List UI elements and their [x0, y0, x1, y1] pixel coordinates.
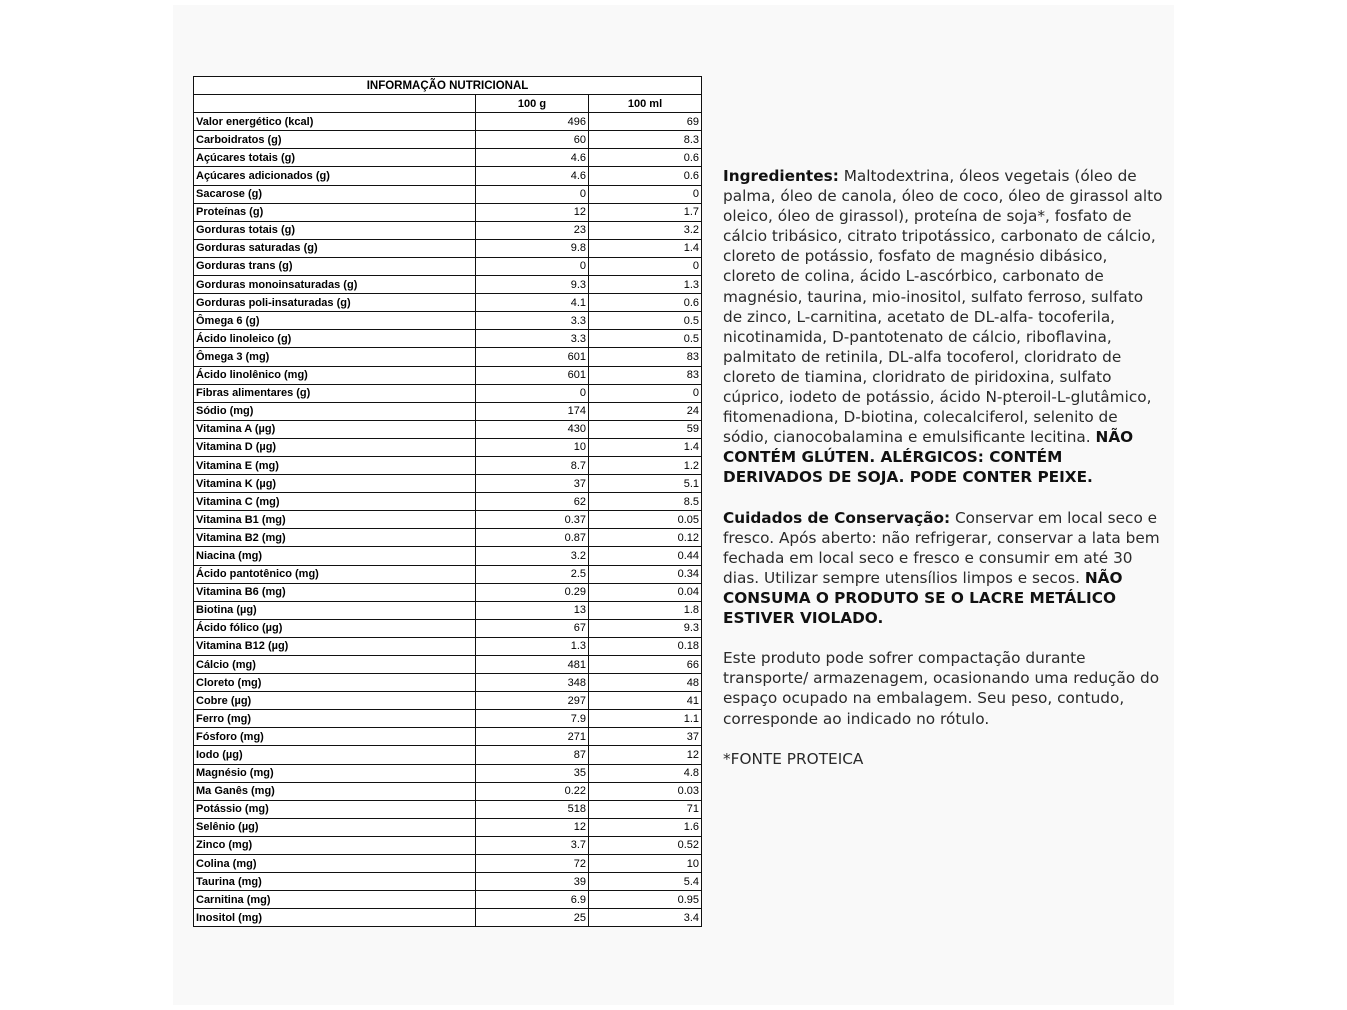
value-100ml: 0.03 — [589, 782, 702, 800]
value-100g: 0.87 — [476, 529, 589, 547]
nutrient-name: Ferro (mg) — [194, 710, 476, 728]
value-100g: 35 — [476, 764, 589, 782]
nutrient-name: Vitamina B2 (mg) — [194, 529, 476, 547]
nutrient-name: Açúcares adicionados (g) — [194, 167, 476, 185]
value-100g: 348 — [476, 674, 589, 692]
value-100ml: 0.6 — [589, 294, 702, 312]
value-100g: 9.8 — [476, 239, 589, 257]
value-100g: 37 — [476, 475, 589, 493]
value-100g: 0 — [476, 185, 589, 203]
value-100ml: 8.5 — [589, 493, 702, 511]
table-row — [194, 402, 702, 420]
value-100ml: 0 — [589, 257, 702, 275]
value-100ml: 0.5 — [589, 330, 702, 348]
nutrient-name: Vitamina B6 (mg) — [194, 583, 476, 601]
value-100g: 25 — [476, 909, 589, 927]
table-row — [194, 529, 702, 547]
nutrient-name: Proteínas (g) — [194, 203, 476, 221]
nutrient-name: Biotina (µg) — [194, 601, 476, 619]
table-row — [194, 583, 702, 601]
nutrient-name: Ácido pantotênico (mg) — [194, 565, 476, 583]
value-100g: 12 — [476, 818, 589, 836]
footnote: *FONTE PROTEICA — [723, 749, 864, 768]
table-row — [194, 276, 702, 294]
value-100ml: 48 — [589, 674, 702, 692]
value-100g: 72 — [476, 855, 589, 873]
nutrition-table — [193, 76, 702, 927]
nutrient-name: Valor energético (kcal) — [194, 113, 476, 131]
table-row — [194, 185, 702, 203]
nutrient-name: Carboidratos (g) — [194, 131, 476, 149]
nutrient-name: Ácido linolênico (mg) — [194, 366, 476, 384]
table-row — [194, 764, 702, 782]
nutrient-name: Vitamina K (µg) — [194, 475, 476, 493]
value-100ml: 8.3 — [589, 131, 702, 149]
table-row — [194, 167, 702, 185]
nutrient-name: Vitamina D (µg) — [194, 438, 476, 456]
table-row — [194, 294, 702, 312]
value-100ml: 1.2 — [589, 456, 702, 474]
value-100g: 0 — [476, 257, 589, 275]
value-100ml: 1.4 — [589, 239, 702, 257]
header-blank-cell — [194, 95, 476, 113]
value-100ml: 3.4 — [589, 909, 702, 927]
value-100ml: 0.52 — [589, 836, 702, 854]
value-100ml: 0.95 — [589, 891, 702, 909]
value-100g: 3.3 — [476, 330, 589, 348]
table-row — [194, 674, 702, 692]
value-100ml: 0.34 — [589, 565, 702, 583]
table-row — [194, 818, 702, 836]
nutrient-name: Cloreto (mg) — [194, 674, 476, 692]
value-100g: 39 — [476, 873, 589, 891]
value-100ml: 24 — [589, 402, 702, 420]
table-row — [194, 257, 702, 275]
table-row — [194, 330, 702, 348]
value-100g: 496 — [476, 113, 589, 131]
nutrient-name: Gorduras totais (g) — [194, 221, 476, 239]
table-row — [194, 800, 702, 818]
ingredients-paragraph — [723, 166, 1163, 488]
value-100g: 2.5 — [476, 565, 589, 583]
value-100ml: 3.2 — [589, 221, 702, 239]
value-100g: 601 — [476, 348, 589, 366]
nutrient-name: Iodo (µg) — [194, 746, 476, 764]
value-100g: 271 — [476, 728, 589, 746]
table-row — [194, 656, 702, 674]
table-row — [194, 619, 702, 637]
value-100ml: 0.04 — [589, 583, 702, 601]
header-100ml: 100 ml — [589, 95, 702, 113]
nutrient-name: Colina (mg) — [194, 855, 476, 873]
product-info-text — [723, 166, 1163, 789]
nutrient-name: Vitamina A (µg) — [194, 420, 476, 438]
nutrient-name: Ácido linoleico (g) — [194, 330, 476, 348]
nutrient-name: Sódio (mg) — [194, 402, 476, 420]
table-row — [194, 547, 702, 565]
table-row — [194, 113, 702, 131]
table-title-row — [194, 77, 702, 95]
allergen-warning: NÃO CONTÉM GLÚTEN. ALÉRGICOS: CONTÉM DERIVADOS DE SOJA. PODE CONTER PEIXE. — [723, 428, 1134, 487]
ingredients-label: Ingredientes: — [723, 167, 839, 185]
table-row — [194, 203, 702, 221]
table-row — [194, 601, 702, 619]
value-100ml: 0.12 — [589, 529, 702, 547]
table-row — [194, 891, 702, 909]
table-row — [194, 420, 702, 438]
nutrient-name: Vitamina B12 (µg) — [194, 637, 476, 655]
nutrient-name: Ácido fólico (µg) — [194, 619, 476, 637]
nutrient-name: Taurina (mg) — [194, 873, 476, 891]
value-100ml: 66 — [589, 656, 702, 674]
value-100ml: 4.8 — [589, 764, 702, 782]
value-100ml: 0.5 — [589, 312, 702, 330]
nutrient-name: Inositol (mg) — [194, 909, 476, 927]
nutrient-name: Cobre (µg) — [194, 692, 476, 710]
nutrient-name: Vitamina C (mg) — [194, 493, 476, 511]
value-100ml: 59 — [589, 420, 702, 438]
nutrient-name: Ômega 6 (g) — [194, 312, 476, 330]
value-100ml: 0.6 — [589, 167, 702, 185]
value-100ml: 1.8 — [589, 601, 702, 619]
value-100ml: 1.7 — [589, 203, 702, 221]
value-100ml: 0.44 — [589, 547, 702, 565]
value-100g: 0.37 — [476, 511, 589, 529]
value-100g: 0.22 — [476, 782, 589, 800]
nutrient-name: Potássio (mg) — [194, 800, 476, 818]
value-100ml: 83 — [589, 366, 702, 384]
table-row — [194, 366, 702, 384]
table-row — [194, 312, 702, 330]
value-100g: 174 — [476, 402, 589, 420]
table-row — [194, 637, 702, 655]
table-body — [194, 113, 702, 927]
nutrient-name: Vitamina B1 (mg) — [194, 511, 476, 529]
nutrient-name: Gorduras monoinsaturadas (g) — [194, 276, 476, 294]
value-100g: 9.3 — [476, 276, 589, 294]
nutrient-name: Gorduras trans (g) — [194, 257, 476, 275]
value-100ml: 83 — [589, 348, 702, 366]
value-100g: 60 — [476, 131, 589, 149]
value-100g: 13 — [476, 601, 589, 619]
nutrient-name: Ômega 3 (mg) — [194, 348, 476, 366]
value-100g: 601 — [476, 366, 589, 384]
table-row — [194, 855, 702, 873]
value-100g: 7.9 — [476, 710, 589, 728]
table-row — [194, 475, 702, 493]
table-row — [194, 782, 702, 800]
nutrient-name: Magnésio (mg) — [194, 764, 476, 782]
table-row — [194, 746, 702, 764]
storage-text: Conservar em local seco e fresco. Após aberto: não refrigerar, conservar a lata bem fechada em local seco e fresco e consumir em até 30 dias. Utilizar sempre utensílios limpos e secos. — [723, 508, 1160, 587]
value-100g: 4.6 — [476, 149, 589, 167]
value-100g: 4.6 — [476, 167, 589, 185]
value-100g: 430 — [476, 420, 589, 438]
value-100ml: 5.4 — [589, 873, 702, 891]
value-100g: 62 — [476, 493, 589, 511]
value-100ml: 71 — [589, 800, 702, 818]
value-100ml: 1.6 — [589, 818, 702, 836]
nutrient-name: Gorduras poli-insaturadas (g) — [194, 294, 476, 312]
nutrient-name: Vitamina E (mg) — [194, 456, 476, 474]
value-100g: 3.2 — [476, 547, 589, 565]
value-100g: 3.3 — [476, 312, 589, 330]
nutrient-name: Fósforo (mg) — [194, 728, 476, 746]
nutrient-name: Cálcio (mg) — [194, 656, 476, 674]
nutrient-name: Ma Ganês (mg) — [194, 782, 476, 800]
table-row — [194, 348, 702, 366]
nutrient-name: Selênio (µg) — [194, 818, 476, 836]
value-100ml: 5.1 — [589, 475, 702, 493]
table-row — [194, 836, 702, 854]
value-100g: 8.7 — [476, 456, 589, 474]
nutrient-name: Sacarose (g) — [194, 185, 476, 203]
value-100ml: 1.3 — [589, 276, 702, 294]
value-100ml: 69 — [589, 113, 702, 131]
table-header-row — [194, 95, 702, 113]
nutrient-name: Zinco (mg) — [194, 836, 476, 854]
table-row — [194, 221, 702, 239]
seal-warning: NÃO CONSUMA O PRODUTO SE O LACRE METÁLICO ESTIVER VIOLADO. — [723, 568, 1123, 628]
value-100g: 0 — [476, 384, 589, 402]
value-100g: 518 — [476, 800, 589, 818]
value-100g: 297 — [476, 692, 589, 710]
table-row — [194, 873, 702, 891]
table-row — [194, 438, 702, 456]
table-row — [194, 493, 702, 511]
value-100ml: 0.05 — [589, 511, 702, 529]
value-100ml: 0.18 — [589, 637, 702, 655]
value-100ml: 1.4 — [589, 438, 702, 456]
value-100g: 67 — [476, 619, 589, 637]
nutrient-name: Açúcares totais (g) — [194, 149, 476, 167]
value-100ml: 12 — [589, 746, 702, 764]
value-100g: 23 — [476, 221, 589, 239]
nutrient-name: Carnitina (mg) — [194, 891, 476, 909]
value-100ml: 9.3 — [589, 619, 702, 637]
value-100ml: 0 — [589, 185, 702, 203]
value-100g: 6.9 — [476, 891, 589, 909]
value-100g: 10 — [476, 438, 589, 456]
table-title: INFORMAÇÃO NUTRICIONAL — [194, 77, 702, 95]
value-100g: 12 — [476, 203, 589, 221]
table-row — [194, 149, 702, 167]
value-100ml: 0 — [589, 384, 702, 402]
table-row — [194, 565, 702, 583]
table-row — [194, 728, 702, 746]
value-100ml: 10 — [589, 855, 702, 873]
storage-label: Cuidados de Conservação: — [723, 508, 951, 527]
value-100g: 0.29 — [476, 583, 589, 601]
table-row — [194, 692, 702, 710]
storage-paragraph — [723, 508, 1163, 629]
table-row — [194, 710, 702, 728]
table-row — [194, 239, 702, 257]
value-100ml: 0.6 — [589, 149, 702, 167]
value-100g: 4.1 — [476, 294, 589, 312]
nutrient-name: Gorduras saturadas (g) — [194, 239, 476, 257]
compaction-note: Este produto pode sofrer compactação durante transporte/ armazenagem, ocasionando uma redução do espaço ocupado na embalagem. Seu peso, contudo, corresponde ao indicado no rótulo. — [723, 649, 1160, 728]
table-row — [194, 456, 702, 474]
table-row — [194, 131, 702, 149]
value-100ml: 41 — [589, 692, 702, 710]
value-100g: 1.3 — [476, 637, 589, 655]
table-row — [194, 909, 702, 927]
nutrient-name: Niacina (mg) — [194, 547, 476, 565]
ingredients-text: Maltodextrina, óleos vegetais (óleo de palma, óleo de canola, óleo de coco, óleo de girassol alto oleico, óleo de girassol), proteína de soja*, fosfato de cálcio tribásico, citrato tripotássico, carbonato de cálcio, cloreto de potássio, fosfato de magnésio dibásico, cloreto de colina, ácido L-ascórbico, carbonato de magnésio, taurina, mio-inositol, sulfato ferroso, sulfato de zinco, L-carnitina, acetato de DL-alfa- tocoferila, nicotinamida, D-pantotenato de cálcio, riboflavina, palmitato de retinila, DL-alfa tocoferol, cloridrato de cloreto de tiamina, cloridrato de piridoxina, sulfato cúprico, iodeto de potássio, ácido N-pteroil-L-glutâmico, fitomenadiona, D-biotina, colecalciferol, selenito de sódio, cianocobalamina e emulsificante lecitina. — [723, 167, 1163, 447]
nutrient-name: Fibras alimentares (g) — [194, 384, 476, 402]
table-row — [194, 511, 702, 529]
value-100g: 3.7 — [476, 836, 589, 854]
value-100g: 87 — [476, 746, 589, 764]
value-100g: 481 — [476, 656, 589, 674]
value-100ml: 37 — [589, 728, 702, 746]
table-row — [194, 384, 702, 402]
value-100ml: 1.1 — [589, 710, 702, 728]
header-100g: 100 g — [476, 95, 589, 113]
